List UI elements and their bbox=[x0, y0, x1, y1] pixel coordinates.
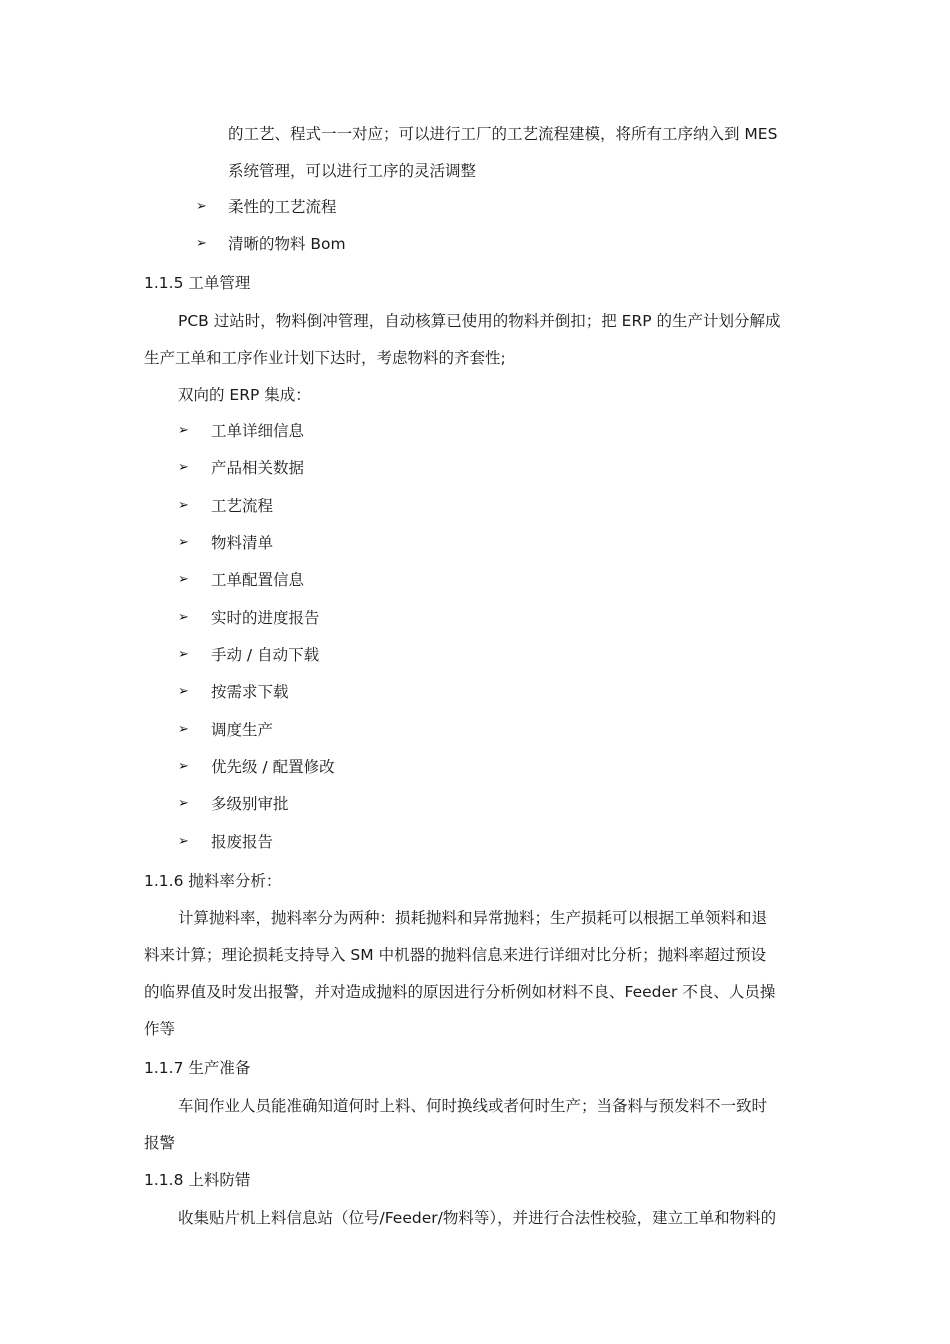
bullet-arrow-icon: ➢ bbox=[178, 572, 189, 587]
list-item: 工艺流程 bbox=[211, 497, 274, 515]
continuation-line-1: 的工艺、程式一一对应；可以进行工厂的工艺流程建模，将所有工序纳入到 MES bbox=[228, 125, 778, 143]
bullet-arrow-icon: ➢ bbox=[178, 535, 189, 550]
paragraph-line: 车间作业人员能准确知道何时上料、何时换线或者何时生产；当备料与预发料不一致时 bbox=[178, 1097, 768, 1115]
bullet-arrow-icon: ➢ bbox=[178, 722, 189, 737]
paragraph-line: 收集贴片机上料信息站（位号/Feeder/物料等），并进行合法性校验，建立工单和物料的 bbox=[178, 1209, 777, 1227]
bullet-arrow-icon: ➢ bbox=[178, 423, 189, 438]
bullet-arrow-icon: ➢ bbox=[196, 199, 207, 214]
bullet-arrow-icon: ➢ bbox=[196, 236, 207, 251]
paragraph-line: 报警 bbox=[144, 1134, 176, 1152]
paragraph-line: 作等 bbox=[144, 1020, 176, 1038]
paragraph-line: PCB 过站时，物料倒冲管理，自动核算已使用的物料并倒扣；把 ERP 的生产计划分解成 bbox=[178, 312, 781, 330]
continuation-line-2: 系统管理，可以进行工序的灵活调整 bbox=[228, 162, 477, 180]
paragraph-line: 的临界值及时发出报警，并对造成抛料的原因进行分析例如材料不良、Feeder 不良、人员操 bbox=[144, 983, 776, 1001]
section-heading-1-1-6: 1.1.6 抛料率分析： bbox=[144, 872, 282, 890]
continuation-bullet-2: 清晰的物料 Bom bbox=[228, 235, 346, 253]
bullet-arrow-icon: ➢ bbox=[178, 834, 189, 849]
paragraph-line: 计算抛料率，抛料率分为两种：损耗抛料和异常抛料；生产损耗可以根据工单领料和退 bbox=[178, 909, 768, 927]
list-item: 报废报告 bbox=[211, 833, 274, 851]
list-item: 物料清单 bbox=[211, 534, 274, 552]
list-item: 多级别审批 bbox=[211, 795, 289, 813]
integration-intro: 双向的 ERP 集成： bbox=[178, 386, 311, 404]
list-item: 实时的进度报告 bbox=[211, 609, 320, 627]
continuation-bullet-1: 柔性的工艺流程 bbox=[228, 198, 337, 216]
bullet-arrow-icon: ➢ bbox=[178, 647, 189, 662]
list-item: 产品相关数据 bbox=[211, 459, 305, 477]
bullet-arrow-icon: ➢ bbox=[178, 796, 189, 811]
list-item: 优先级 / 配置修改 bbox=[211, 758, 335, 776]
list-item: 按需求下载 bbox=[211, 683, 289, 701]
list-item: 手动 / 自动下载 bbox=[211, 646, 320, 664]
paragraph-line: 生产工单和工序作业计划下达时，考虑物料的齐套性; bbox=[144, 349, 506, 367]
list-item: 工单配置信息 bbox=[211, 571, 305, 589]
section-heading-1-1-8: 1.1.8 上料防错 bbox=[144, 1171, 251, 1189]
list-item: 工单详细信息 bbox=[211, 422, 305, 440]
section-heading-1-1-7: 1.1.7 生产准备 bbox=[144, 1059, 251, 1077]
bullet-arrow-icon: ➢ bbox=[178, 684, 189, 699]
paragraph-line: 料来计算；理论损耗支持导入 SM 中机器的抛料信息来进行详细对比分析；抛料率超过预设 bbox=[144, 946, 767, 964]
bullet-arrow-icon: ➢ bbox=[178, 460, 189, 475]
bullet-arrow-icon: ➢ bbox=[178, 759, 189, 774]
section-heading-1-1-5: 1.1.5 工单管理 bbox=[144, 274, 251, 292]
bullet-arrow-icon: ➢ bbox=[178, 498, 189, 513]
bullet-arrow-icon: ➢ bbox=[178, 610, 189, 625]
list-item: 调度生产 bbox=[211, 721, 274, 739]
